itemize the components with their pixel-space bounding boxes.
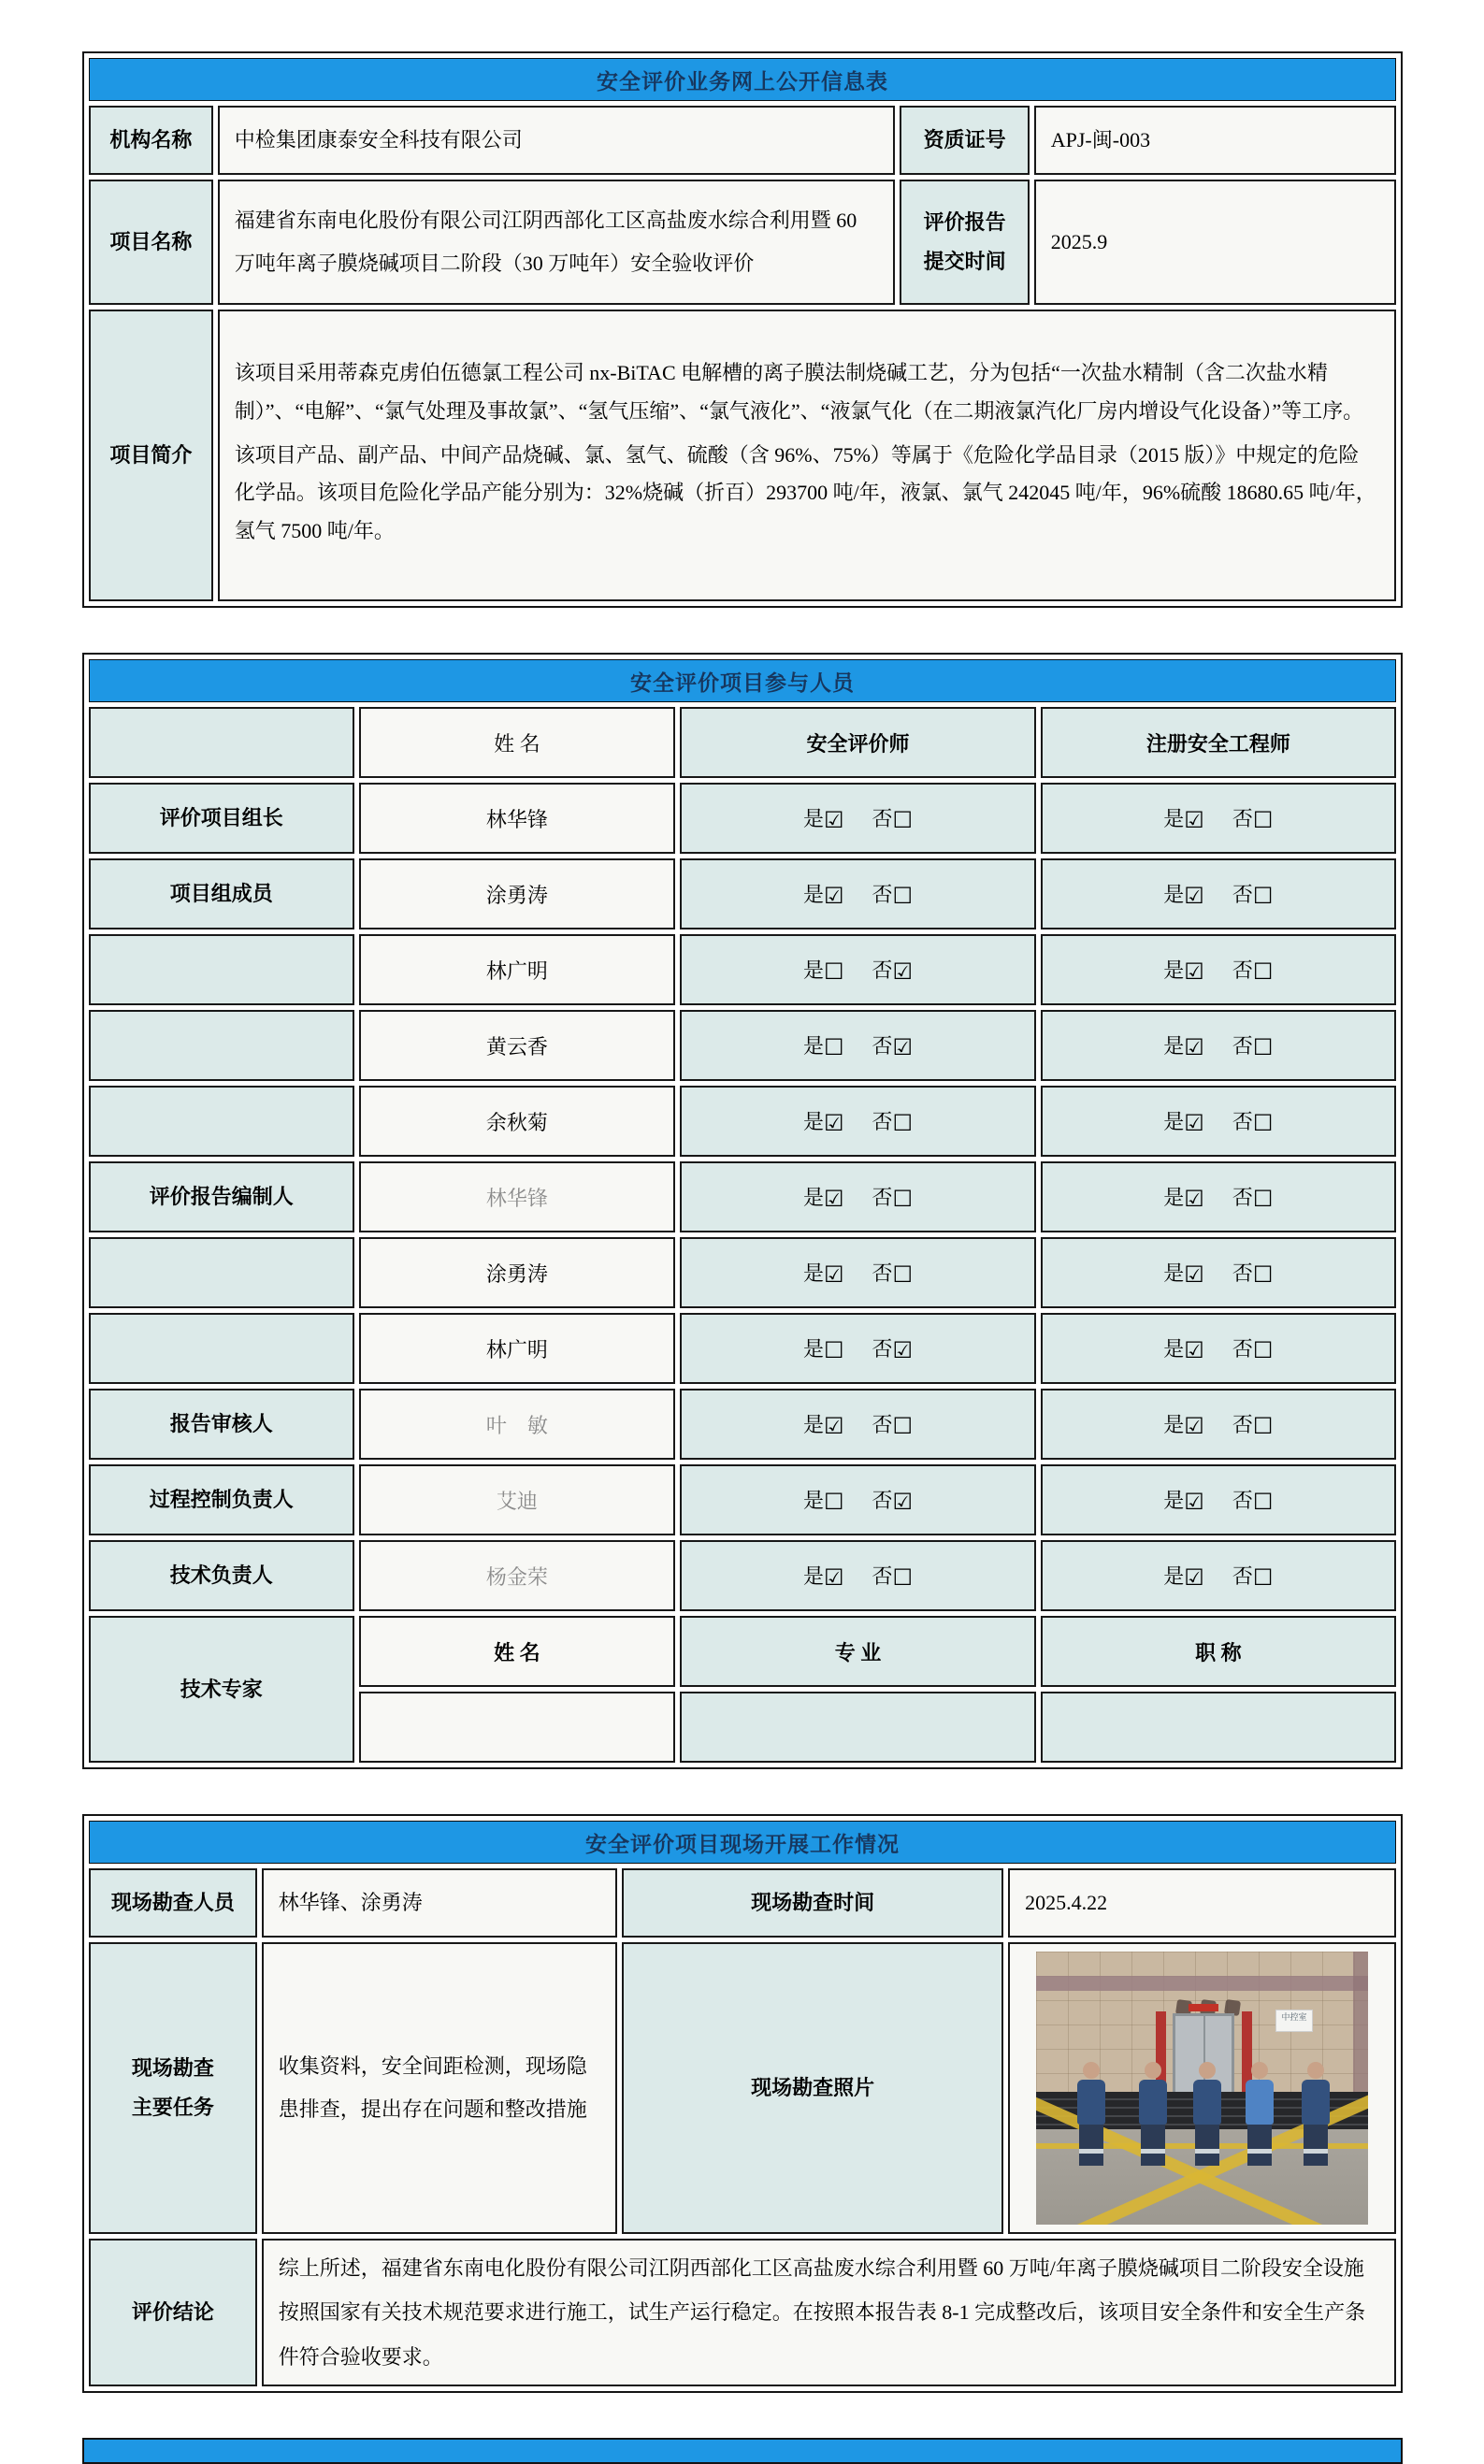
engineer-checkbox-cell	[1041, 1313, 1396, 1384]
engineer-checkbox-cell	[1041, 1161, 1396, 1232]
unchecked-checkbox-icon: ☐	[1252, 1564, 1274, 1591]
photo-person	[1191, 2062, 1223, 2172]
evaluator-checkbox-cell	[680, 1313, 1035, 1384]
evaluator-checkbox-cell	[680, 1464, 1035, 1535]
participant-row	[89, 934, 1396, 1005]
no-option: 否☐	[1232, 1186, 1274, 1212]
unchecked-checkbox-icon: ☐	[892, 1186, 914, 1212]
evaluator-checkbox-cell	[680, 1540, 1035, 1611]
expert-column-name: 姓 名	[359, 1616, 676, 1687]
participant-role	[89, 1010, 354, 1081]
participants-table	[82, 653, 1403, 1769]
checked-checkbox-icon: ☑	[823, 883, 844, 909]
yes-option: 是☑	[1163, 883, 1204, 909]
checked-checkbox-icon: ☑	[823, 807, 844, 833]
yes-option: 是☑	[802, 1186, 844, 1212]
unchecked-checkbox-icon: ☐	[823, 958, 844, 985]
org-name-value: 中检集团康泰安全科技有限公司	[218, 106, 896, 175]
checked-checkbox-icon: ☑	[823, 1110, 844, 1136]
survey-task-label: 现场勘查 主要任务	[89, 1942, 257, 2234]
yes-option: 是☑	[1163, 1413, 1204, 1439]
no-option: 否☐	[872, 1110, 914, 1136]
evaluator-checkbox-cell	[680, 1237, 1035, 1308]
photo-person	[1075, 2062, 1107, 2172]
no-option: 否☑	[872, 1489, 914, 1515]
unchecked-checkbox-icon: ☐	[1252, 1034, 1274, 1060]
org-name-label: 机构名称	[89, 106, 213, 175]
yes-option: 是☑	[1163, 1261, 1204, 1288]
no-option: 否☐	[1232, 1564, 1274, 1591]
report-time-label: 评价报告 提交时间	[900, 180, 1029, 305]
no-option: 否☐	[1232, 1034, 1274, 1060]
column-header-evaluator: 安全评价师	[680, 707, 1035, 778]
checked-checkbox-icon: ☑	[1184, 1110, 1204, 1136]
evaluator-checkbox-cell	[680, 934, 1035, 1005]
next-table-header-cutoff	[82, 2438, 1403, 2464]
yes-option: 是☑	[1163, 1564, 1204, 1591]
checked-checkbox-icon: ☑	[1184, 1337, 1204, 1363]
column-header-name: 姓 名	[359, 707, 676, 778]
participant-role: 报告审核人	[89, 1389, 354, 1460]
photo-door-plaque	[1189, 2004, 1218, 2011]
participant-row	[89, 1313, 1396, 1384]
site-survey-photo	[1036, 1952, 1368, 2225]
expert-title-empty-cell	[1041, 1692, 1396, 1763]
yes-option: 是☐	[802, 1034, 844, 1060]
photo-person	[1244, 2062, 1275, 2172]
unchecked-checkbox-icon: ☐	[1252, 883, 1274, 909]
checked-checkbox-icon: ☑	[1184, 1034, 1204, 1060]
participants-rows	[89, 783, 1396, 1611]
survey-task-value: 收集资料，安全间距检测，现场隐患排查，提出存在问题和整改措施	[262, 1942, 617, 2234]
no-option: 否☐	[872, 1564, 914, 1591]
conclusion-label: 评价结论	[89, 2239, 257, 2386]
participant-name: 林华锋	[359, 1161, 676, 1232]
table-gap	[82, 608, 1403, 653]
yes-option: 是☑	[802, 883, 844, 909]
participant-name: 艾迪	[359, 1464, 676, 1535]
photo-person	[1137, 2062, 1169, 2172]
participant-row	[89, 1010, 1396, 1081]
no-option: 否☐	[1232, 1413, 1274, 1439]
participant-name: 杨金荣	[359, 1540, 676, 1611]
participant-row	[89, 1237, 1396, 1308]
checked-checkbox-icon: ☑	[1184, 1489, 1204, 1515]
checked-checkbox-icon: ☑	[892, 958, 914, 985]
participants-table-title: 安全评价项目参与人员	[89, 659, 1396, 702]
yes-option: 是☐	[802, 958, 844, 985]
evaluator-checkbox-cell	[680, 783, 1035, 854]
survey-time-value: 2025.4.22	[1008, 1868, 1396, 1938]
engineer-checkbox-cell	[1041, 1464, 1396, 1535]
cert-no-label: 资质证号	[900, 106, 1029, 175]
yes-option: 是☑	[1163, 1110, 1204, 1136]
participant-name: 黄云香	[359, 1010, 676, 1081]
engineer-checkbox-cell	[1041, 934, 1396, 1005]
checked-checkbox-icon: ☑	[892, 1489, 914, 1515]
participant-role: 评价报告编制人	[89, 1161, 354, 1232]
expert-column-major: 专 业	[680, 1616, 1035, 1687]
participant-row	[89, 1161, 1396, 1232]
project-intro-paragraph-2: 该项目产品、副产品、中间产品烧碱、氯、氢气、硫酸（含 96%、75%）等属于《危险化学品目录（2015 版）》中规定的危险化学品。该项目危险化学品产能分别为：32%烧碱（折百）293700 吨/年，液氯、氯气 242045 吨/年，96%硫酸 18680.65 吨/年，氢气 7500 吨/年。	[234, 442, 1376, 543]
yes-option: 是☑	[1163, 1489, 1204, 1515]
unchecked-checkbox-icon: ☐	[1252, 1186, 1274, 1212]
yes-option: 是☐	[802, 1337, 844, 1363]
no-option: 否☑	[872, 1034, 914, 1060]
expert-column-title: 职 称	[1041, 1616, 1396, 1687]
unchecked-checkbox-icon: ☐	[1252, 958, 1274, 985]
survey-photo-cell	[1008, 1942, 1396, 2234]
yes-option: 是☑	[1163, 1337, 1204, 1363]
surveyor-value: 林华锋、涂勇涛	[262, 1868, 617, 1938]
conclusion-value: 综上所述，福建省东南电化股份有限公司江阴西部化工区高盐废水综合利用暨 60 万吨/年离子膜烧碱项目二阶段安全设施按照国家有关技术规范要求进行施工，试生产运行稳定。在按照本报告表 8-1 完成整改后，该项目安全条件和安全生产条件符合验收要求。	[262, 2239, 1396, 2386]
unchecked-checkbox-icon: ☐	[1252, 1337, 1274, 1363]
site-work-table-title: 安全评价项目现场开展工作情况	[89, 1821, 1396, 1864]
report-time-value: 2025.9	[1034, 180, 1396, 305]
evaluator-checkbox-cell	[680, 858, 1035, 929]
evaluator-checkbox-cell	[680, 1086, 1035, 1157]
participant-name: 余秋菊	[359, 1086, 676, 1157]
unchecked-checkbox-icon: ☐	[892, 1261, 914, 1288]
no-option: 否☐	[872, 1413, 914, 1439]
checked-checkbox-icon: ☑	[1184, 1186, 1204, 1212]
photo-pillar	[1353, 1952, 1368, 2099]
participant-name: 涂勇涛	[359, 1237, 676, 1308]
unchecked-checkbox-icon: ☐	[1252, 807, 1274, 833]
no-option: 否☐	[872, 1261, 914, 1288]
no-option: 否☐	[1232, 1110, 1274, 1136]
survey-time-label: 现场勘查时间	[622, 1868, 1003, 1938]
checked-checkbox-icon: ☑	[1184, 883, 1204, 909]
unchecked-checkbox-icon: ☐	[1252, 1413, 1274, 1439]
unchecked-checkbox-icon: ☐	[823, 1337, 844, 1363]
checked-checkbox-icon: ☑	[823, 1261, 844, 1288]
no-option: 否☐	[1232, 807, 1274, 833]
no-option: 否☐	[1232, 1489, 1274, 1515]
cert-no-value: APJ-闽-003	[1034, 106, 1396, 175]
project-name-label: 项目名称	[89, 180, 213, 305]
yes-option: 是☑	[802, 1564, 844, 1591]
participant-row	[89, 1389, 1396, 1460]
yes-option: 是☑	[1163, 958, 1204, 985]
no-option: 否☐	[1232, 1337, 1274, 1363]
yes-option: 是☑	[802, 807, 844, 833]
document-body	[82, 0, 1403, 2464]
photo-control-room-sign: 中控室	[1275, 2010, 1313, 2032]
project-name-value: 福建省东南电化股份有限公司江阴西部化工区高盐废水综合利用暨 60 万吨年离子膜烧碱项目二阶段（30 万吨年）安全验收评价	[218, 180, 896, 305]
unchecked-checkbox-icon: ☐	[892, 807, 914, 833]
participant-name: 林华锋	[359, 783, 676, 854]
engineer-checkbox-cell	[1041, 858, 1396, 929]
participant-role: 过程控制负责人	[89, 1464, 354, 1535]
engineer-checkbox-cell	[1041, 1389, 1396, 1460]
no-option: 否☐	[872, 807, 914, 833]
public-info-table-title: 安全评价业务网上公开信息表	[89, 58, 1396, 101]
participant-role: 项目组成员	[89, 858, 354, 929]
expert-section-label: 技术专家	[89, 1616, 354, 1763]
no-option: 否☐	[872, 1186, 914, 1212]
engineer-checkbox-cell	[1041, 1010, 1396, 1081]
evaluator-checkbox-cell	[680, 1010, 1035, 1081]
project-intro-label: 项目简介	[89, 310, 213, 601]
participant-role: 技术负责人	[89, 1540, 354, 1611]
engineer-checkbox-cell	[1041, 1540, 1396, 1611]
unchecked-checkbox-icon: ☐	[1252, 1489, 1274, 1515]
photo-wall-band	[1036, 1976, 1368, 1991]
survey-photo-label: 现场勘查照片	[622, 1942, 1003, 2234]
unchecked-checkbox-icon: ☐	[1252, 1110, 1274, 1136]
table-gap	[82, 1769, 1403, 1814]
yes-option: 是☑	[1163, 1186, 1204, 1212]
yes-option: 是☑	[802, 1413, 844, 1439]
engineer-checkbox-cell	[1041, 783, 1396, 854]
participant-row	[89, 858, 1396, 929]
unchecked-checkbox-icon: ☐	[892, 883, 914, 909]
participant-name: 涂勇涛	[359, 858, 676, 929]
participant-row	[89, 1086, 1396, 1157]
unchecked-checkbox-icon: ☐	[892, 1110, 914, 1136]
no-option: 否☑	[872, 958, 914, 985]
checked-checkbox-icon: ☑	[823, 1186, 844, 1212]
participant-row	[89, 1464, 1396, 1535]
yes-option: 是☑	[802, 1110, 844, 1136]
unchecked-checkbox-icon: ☐	[823, 1034, 844, 1060]
checked-checkbox-icon: ☑	[1184, 1261, 1204, 1288]
checked-checkbox-icon: ☑	[892, 1337, 914, 1363]
participant-role	[89, 1237, 354, 1308]
checked-checkbox-icon: ☑	[1184, 807, 1204, 833]
expert-major-empty-cell	[680, 1692, 1035, 1763]
checked-checkbox-icon: ☑	[1184, 1564, 1204, 1591]
no-option: 否☑	[872, 1337, 914, 1363]
column-header-engineer: 注册安全工程师	[1041, 707, 1396, 778]
participant-role	[89, 1086, 354, 1157]
engineer-checkbox-cell	[1041, 1086, 1396, 1157]
checked-checkbox-icon: ☑	[1184, 1413, 1204, 1439]
public-info-table	[82, 51, 1403, 608]
participant-role	[89, 934, 354, 1005]
participant-role	[89, 1313, 354, 1384]
site-work-table	[82, 1814, 1403, 2393]
participant-role: 评价项目组长	[89, 783, 354, 854]
surveyor-label: 现场勘查人员	[89, 1868, 257, 1938]
checked-checkbox-icon: ☑	[892, 1034, 914, 1060]
participant-name: 叶 敏	[359, 1389, 676, 1460]
participant-name: 林广明	[359, 1313, 676, 1384]
yes-option: 是☐	[802, 1489, 844, 1515]
participant-row	[89, 783, 1396, 854]
participant-row	[89, 1540, 1396, 1611]
engineer-checkbox-cell	[1041, 1237, 1396, 1308]
photo-person	[1300, 2062, 1332, 2172]
unchecked-checkbox-icon: ☐	[892, 1413, 914, 1439]
participants-corner-cell	[89, 707, 354, 778]
checked-checkbox-icon: ☑	[823, 1413, 844, 1439]
yes-option: 是☑	[1163, 1034, 1204, 1060]
no-option: 否☐	[1232, 958, 1274, 985]
no-option: 否☐	[1232, 883, 1274, 909]
checked-checkbox-icon: ☑	[1184, 958, 1204, 985]
unchecked-checkbox-icon: ☐	[892, 1564, 914, 1591]
project-intro-paragraph-1: 该项目采用蒂森克虏伯伍德氯工程公司 nx-BiTAC 电解槽的离子膜法制烧碱工艺，分为包括“一次盐水精制（含二次盐水精制）”、“电解”、“氯气处理及事故氯”、“氢气压缩”、“氯气液化”、“液氯气化（在二期液氯汽化厂房内增设气化设备）”等工序。	[234, 361, 1364, 423]
yes-option: 是☑	[1163, 807, 1204, 833]
checked-checkbox-icon: ☑	[823, 1564, 844, 1591]
project-intro-value	[218, 310, 1396, 601]
no-option: 否☐	[1232, 1261, 1274, 1288]
unchecked-checkbox-icon: ☐	[823, 1489, 844, 1515]
unchecked-checkbox-icon: ☐	[1252, 1261, 1274, 1288]
no-option: 否☐	[872, 883, 914, 909]
expert-name-empty-cell	[359, 1692, 676, 1763]
evaluator-checkbox-cell	[680, 1161, 1035, 1232]
evaluator-checkbox-cell	[680, 1389, 1035, 1460]
participant-name: 林广明	[359, 934, 676, 1005]
yes-option: 是☑	[802, 1261, 844, 1288]
